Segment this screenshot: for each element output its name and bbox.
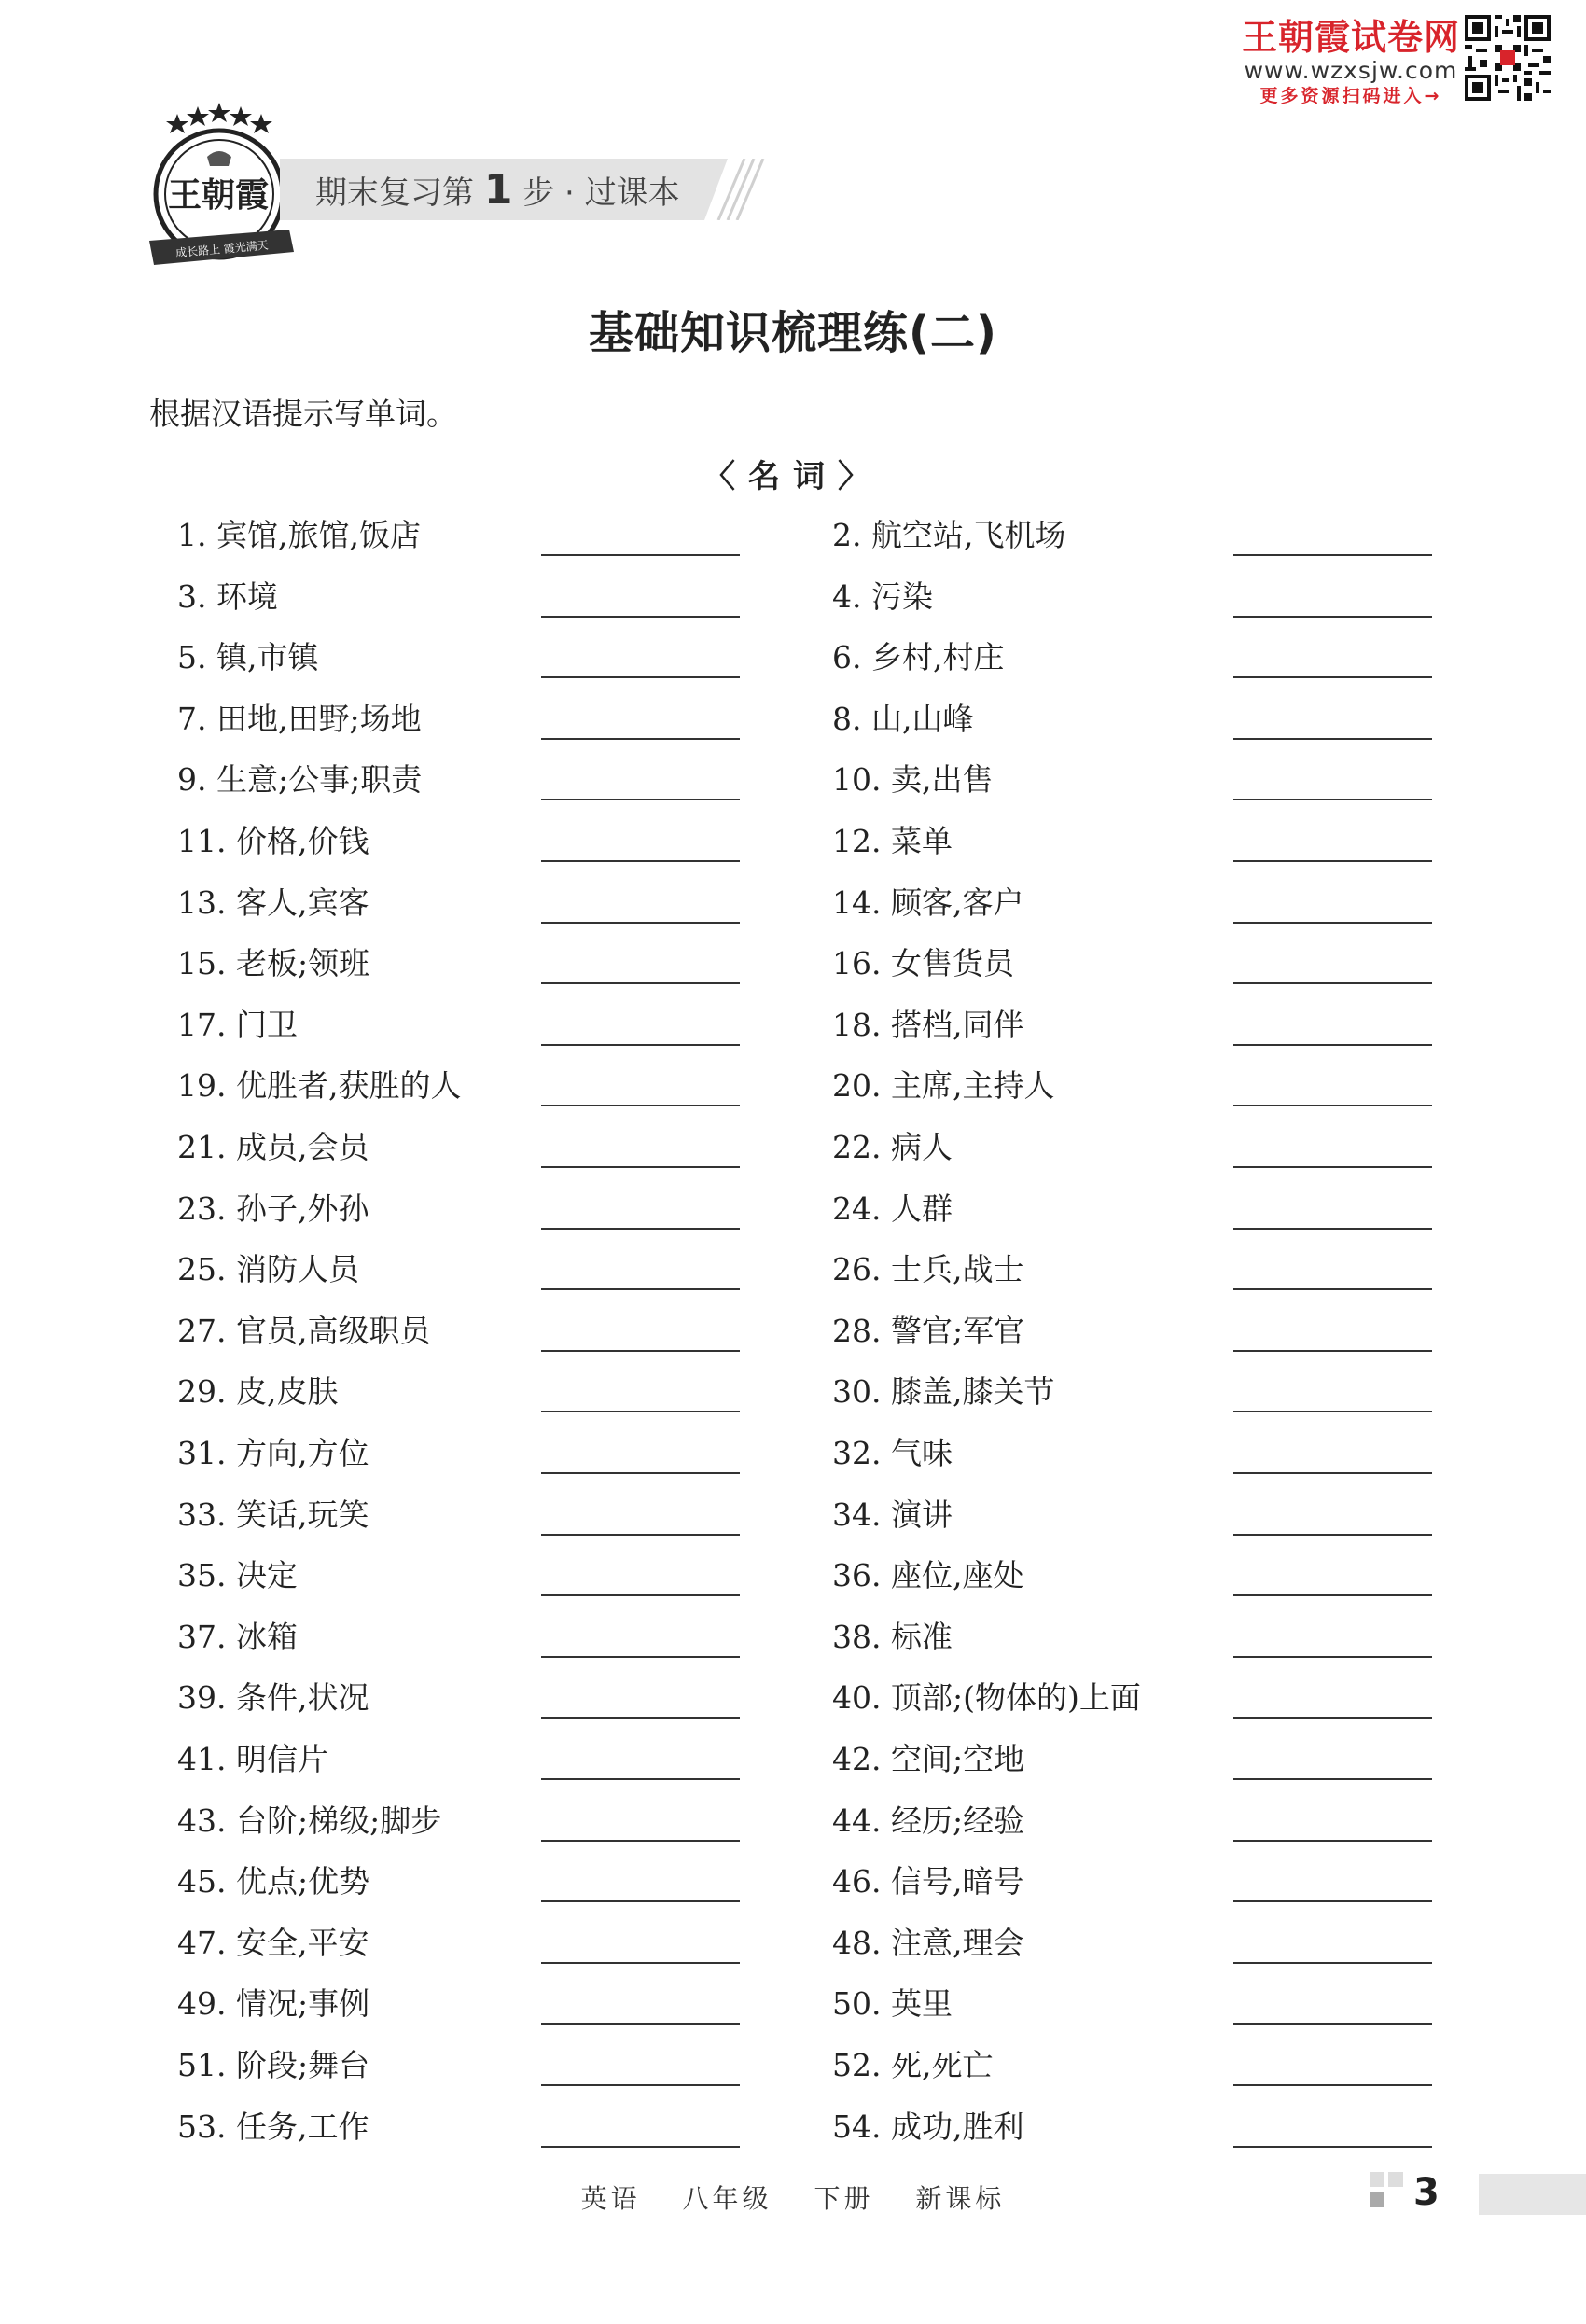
- answer-blank-6[interactable]: [1233, 676, 1432, 678]
- vocab-item-53: 53. 任务,工作: [177, 2108, 369, 2145]
- answer-blank-21[interactable]: [541, 1166, 740, 1168]
- answer-blank-8[interactable]: [1233, 738, 1432, 740]
- vocab-item-38: 38. 标准: [832, 1618, 953, 1655]
- answer-blank-11[interactable]: [541, 860, 740, 862]
- vocab-item-3: 3. 环境: [177, 578, 278, 615]
- vocab-item-30: 30. 膝盖,膝关节: [832, 1373, 1055, 1411]
- vocab-item-1: 1. 宾馆,旅馆,饭店: [177, 517, 421, 553]
- answer-blank-25[interactable]: [541, 1288, 740, 1290]
- answer-blank-33[interactable]: [541, 1534, 740, 1536]
- answer-blank-47[interactable]: [541, 1962, 740, 1964]
- vocab-item-39: 39. 条件,状况: [177, 1679, 369, 1717]
- answer-blank-43[interactable]: [541, 1840, 740, 1842]
- watermark-cta: 更多资源扫码进入→: [1259, 86, 1442, 106]
- vocab-item-7: 7. 田地,田野;场地: [177, 700, 422, 737]
- answer-blank-23[interactable]: [541, 1228, 740, 1230]
- answer-blank-16[interactable]: [1233, 982, 1432, 984]
- vocab-item-34: 34. 演讲: [832, 1496, 953, 1533]
- answer-blank-13[interactable]: [541, 922, 740, 924]
- answer-blank-9[interactable]: [541, 799, 740, 800]
- answer-blank-30[interactable]: [1233, 1411, 1432, 1412]
- vocab-item-4: 4. 污染: [832, 578, 933, 615]
- answer-blank-38[interactable]: [1233, 1656, 1432, 1658]
- answer-blank-32[interactable]: [1233, 1472, 1432, 1474]
- vocab-item-28: 28. 警官;军官: [832, 1312, 1025, 1349]
- answer-blank-54[interactable]: [1233, 2146, 1432, 2148]
- vocab-item-21: 21. 成员,会员: [177, 1129, 369, 1165]
- vocab-item-22: 22. 病人: [832, 1129, 953, 1165]
- star-badge-logo: [140, 101, 299, 273]
- footer-curriculum: 新课标: [915, 2183, 1006, 2214]
- watermark: [1242, 17, 1460, 108]
- banner-pre: 期末复习第: [315, 174, 474, 212]
- vocab-item-45: 45. 优点;优势: [177, 1863, 370, 1900]
- answer-blank-14[interactable]: [1233, 922, 1432, 924]
- vocab-item-19: 19. 优胜者,获胜的人: [177, 1067, 462, 1105]
- answer-blank-31[interactable]: [541, 1472, 740, 1474]
- footer-subject: 英语: [580, 2183, 641, 2214]
- vocab-item-13: 13. 客人,宾客: [177, 884, 369, 921]
- answer-blank-29[interactable]: [541, 1411, 740, 1412]
- answer-blank-22[interactable]: [1233, 1166, 1432, 1168]
- vocab-item-8: 8. 山,山峰: [832, 700, 974, 737]
- answer-blank-53[interactable]: [541, 2146, 740, 2148]
- vocab-item-43: 43. 台阶;梯级;脚步: [177, 1802, 442, 1839]
- vocab-item-54: 54. 成功,胜利: [832, 2108, 1024, 2145]
- vocab-item-10: 10. 卖,出售: [832, 761, 994, 799]
- answer-blank-10[interactable]: [1233, 799, 1432, 800]
- watermark-url[interactable]: www.wzxsjw.com: [1244, 57, 1458, 84]
- vocab-item-17: 17. 门卫: [177, 1006, 298, 1043]
- vocab-item-26: 26. 士兵,战士: [832, 1251, 1024, 1288]
- page-bar: [1479, 2174, 1586, 2215]
- vocab-item-29: 29. 皮,皮肤: [177, 1373, 339, 1411]
- answer-blank-45[interactable]: [541, 1900, 740, 1902]
- vocab-item-18: 18. 搭档,同伴: [832, 1006, 1024, 1043]
- watermark-site-name: 王朝霞试卷网: [1241, 17, 1460, 58]
- page-corner-decoration: [1370, 2172, 1407, 2211]
- answer-blank-52[interactable]: [1233, 2084, 1432, 2086]
- answer-blank-36[interactable]: [1233, 1594, 1432, 1596]
- answer-blank-7[interactable]: [541, 738, 740, 740]
- vocab-item-52: 52. 死,死亡: [832, 2047, 994, 2083]
- vocab-item-37: 37. 冰箱: [177, 1618, 298, 1655]
- vocab-item-31: 31. 方向,方位: [177, 1435, 369, 1471]
- qr-code-icon[interactable]: [1465, 15, 1551, 101]
- vocab-item-33: 33. 笑话,玩笑: [177, 1496, 369, 1533]
- answer-blank-37[interactable]: [541, 1656, 740, 1658]
- footer-grade: 八年级: [682, 2183, 772, 2214]
- vocab-item-24: 24. 人群: [832, 1190, 953, 1227]
- vocab-item-49: 49. 情况;事例: [177, 1985, 370, 2023]
- banner-post: 步 · 过课本: [522, 174, 680, 212]
- answer-blank-44[interactable]: [1233, 1840, 1432, 1842]
- answer-blank-50[interactable]: [1233, 2023, 1432, 2025]
- vocab-item-20: 20. 主席,主持人: [832, 1067, 1055, 1105]
- vocab-item-47: 47. 安全,平安: [177, 1924, 369, 1961]
- vocab-item-32: 32. 气味: [832, 1435, 953, 1471]
- answer-blank-15[interactable]: [541, 982, 740, 984]
- instruction: 根据汉语提示写单词。: [149, 396, 457, 432]
- vocab-item-25: 25. 消防人员: [177, 1251, 359, 1288]
- answer-blank-5[interactable]: [541, 676, 740, 678]
- vocab-item-12: 12. 菜单: [832, 823, 953, 859]
- answer-blank-46[interactable]: [1233, 1900, 1432, 1902]
- answer-blank-1[interactable]: [541, 554, 740, 556]
- answer-blank-17[interactable]: [541, 1044, 740, 1046]
- answer-blank-35[interactable]: [541, 1594, 740, 1596]
- page-title: 基础知识梳理练(二): [589, 307, 997, 359]
- vocab-item-27: 27. 官员,高级职员: [177, 1312, 431, 1349]
- logo-brand: 王朝霞: [167, 175, 270, 215]
- header-banner-text: [315, 164, 680, 216]
- vocab-item-6: 6. 乡村,村庄: [832, 639, 1005, 676]
- answer-blank-12[interactable]: [1233, 860, 1432, 862]
- answer-blank-42[interactable]: [1233, 1778, 1432, 1780]
- page-number: 3: [1413, 2171, 1440, 2214]
- vocab-item-42: 42. 空间;空地: [832, 1741, 1025, 1777]
- answer-blank-2[interactable]: [1233, 554, 1432, 556]
- vocab-item-35: 35. 决定: [177, 1557, 298, 1594]
- section-heading: 〈名词〉: [703, 458, 883, 495]
- answer-blank-51[interactable]: [541, 2084, 740, 2086]
- vocab-item-36: 36. 座位,座处: [832, 1557, 1024, 1594]
- vocab-item-46: 46. 信号,暗号: [832, 1863, 1024, 1900]
- vocab-item-11: 11. 价格,价钱: [177, 823, 369, 859]
- vocab-item-14: 14. 顾客,客户: [832, 884, 1024, 921]
- vocab-item-50: 50. 英里: [832, 1985, 953, 2023]
- vocab-item-44: 44. 经历;经验: [832, 1802, 1025, 1839]
- footer-volume: 下册: [814, 2183, 874, 2214]
- vocab-item-15: 15. 老板;领班: [177, 945, 370, 982]
- vocab-item-9: 9. 生意;公事;职责: [177, 761, 423, 799]
- vocab-item-51: 51. 阶段;舞台: [177, 2047, 370, 2083]
- answer-blank-4[interactable]: [1233, 616, 1432, 618]
- answer-blank-28[interactable]: [1233, 1350, 1432, 1352]
- vocab-item-48: 48. 注意,理会: [832, 1924, 1024, 1961]
- vocab-item-2: 2. 航空站,飞机场: [832, 517, 1066, 553]
- vocab-item-16: 16. 女售货员: [832, 945, 1014, 982]
- answer-blank-48[interactable]: [1233, 1962, 1432, 1964]
- answer-blank-27[interactable]: [541, 1350, 740, 1352]
- answer-blank-41[interactable]: [541, 1778, 740, 1780]
- answer-blank-26[interactable]: [1233, 1288, 1432, 1290]
- answer-blank-40[interactable]: [1233, 1717, 1432, 1719]
- answer-blank-18[interactable]: [1233, 1044, 1432, 1046]
- vocab-item-40: 40. 顶部;(物体的)上面: [832, 1679, 1141, 1717]
- vocab-item-41: 41. 明信片: [177, 1741, 328, 1777]
- answer-blank-24[interactable]: [1233, 1228, 1432, 1230]
- answer-blank-39[interactable]: [541, 1717, 740, 1719]
- banner-step-number: 1: [483, 166, 513, 214]
- answer-blank-20[interactable]: [1233, 1105, 1432, 1106]
- answer-blank-49[interactable]: [541, 2023, 740, 2025]
- answer-blank-34[interactable]: [1233, 1534, 1432, 1536]
- vocab-item-5: 5. 镇,市镇: [177, 639, 319, 676]
- vocab-item-23: 23. 孙子,外孙: [177, 1190, 369, 1227]
- logo-slogan: 成长路上 霞光满天: [174, 238, 270, 260]
- footer: [0, 2178, 1586, 2216]
- answer-blank-19[interactable]: [541, 1105, 740, 1106]
- answer-blank-3[interactable]: [541, 616, 740, 618]
